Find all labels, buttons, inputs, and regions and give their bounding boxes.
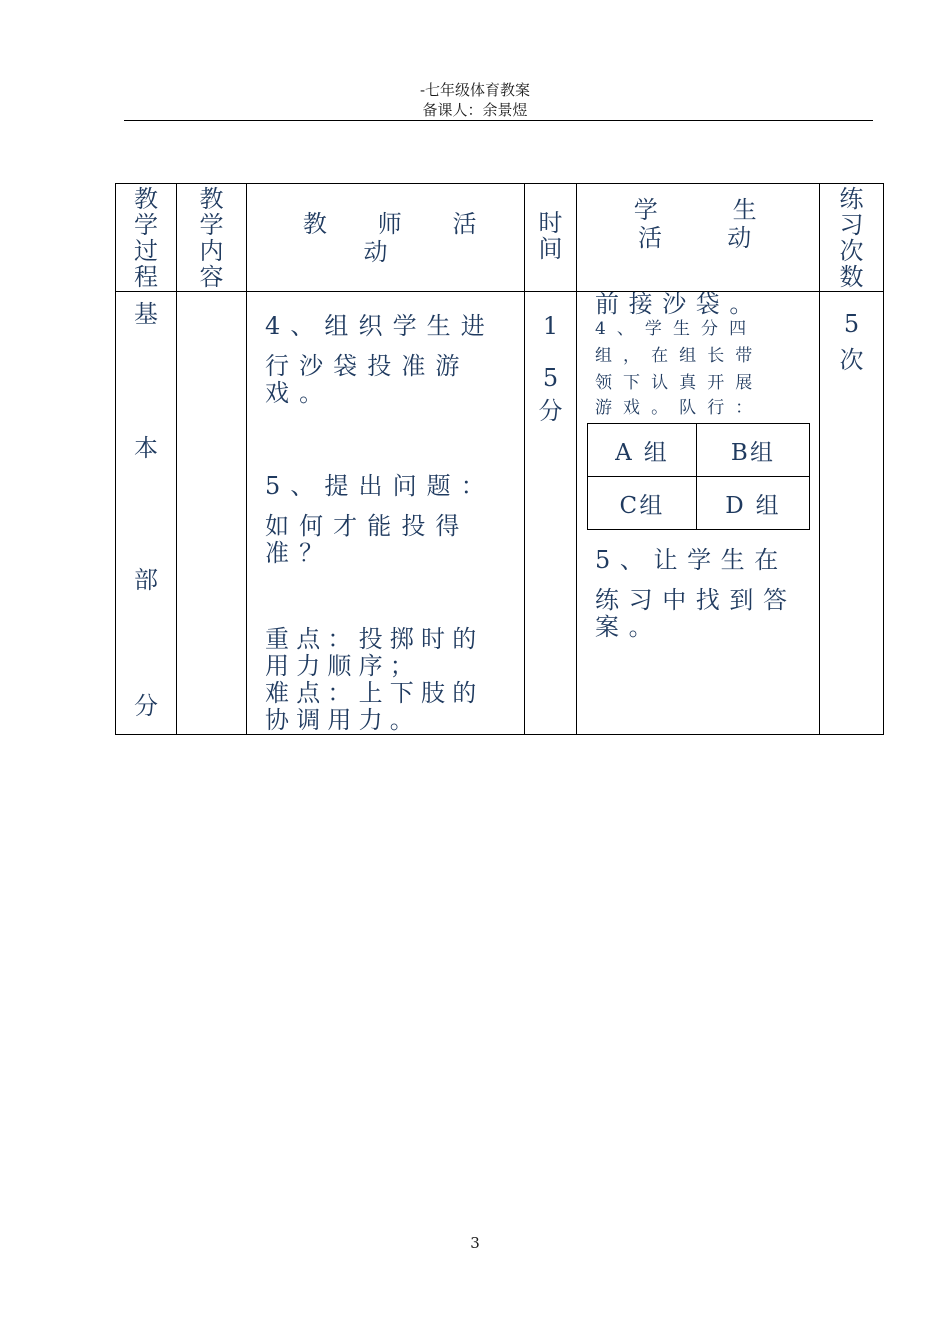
header-student: 学 生 活 动 bbox=[577, 184, 820, 292]
time-cell: 1 5 分 bbox=[525, 292, 577, 735]
table-header-row bbox=[116, 184, 884, 292]
header-content: 教学内容 bbox=[177, 184, 247, 292]
header-times: 练习次数 bbox=[820, 184, 884, 292]
group-grid bbox=[587, 423, 810, 530]
header-time: 时间 bbox=[525, 184, 577, 292]
group-c: C组 bbox=[588, 477, 697, 530]
process-cell: 基 本 部 分 bbox=[116, 292, 177, 735]
group-a: A 组 bbox=[588, 424, 697, 477]
teacher-activity-cell: 4、组织学生进 行沙袋投准游 戏。 5、提出问题： 如何才能投得 准？ 重点：投掷时的 用力顺序； 难点：上下肢的 协调用力。 bbox=[247, 292, 525, 735]
doc-title: -七年级体育教案 bbox=[419, 81, 531, 99]
group-d: D 组 bbox=[697, 477, 810, 530]
lesson-table bbox=[115, 183, 884, 735]
header-process: 教学过程 bbox=[116, 184, 177, 292]
content-cell bbox=[177, 292, 247, 735]
table-row bbox=[116, 292, 884, 735]
practice-times-cell: 5 次 bbox=[820, 292, 884, 735]
header-teacher: 教 师 活 动 bbox=[247, 184, 525, 292]
doc-preparer: 备课人：余景煜 bbox=[422, 101, 528, 119]
student-activity-cell: 前接沙袋。 4、学生分四 组，在组长带 领下认真开展 游戏。队行： A 组 B组 C组 D 组 5、让学生在 练习中找到答 案。 bbox=[577, 292, 820, 735]
group-b: B组 bbox=[697, 424, 810, 477]
header-rule bbox=[124, 120, 873, 121]
page-number: 3 bbox=[470, 1234, 480, 1252]
